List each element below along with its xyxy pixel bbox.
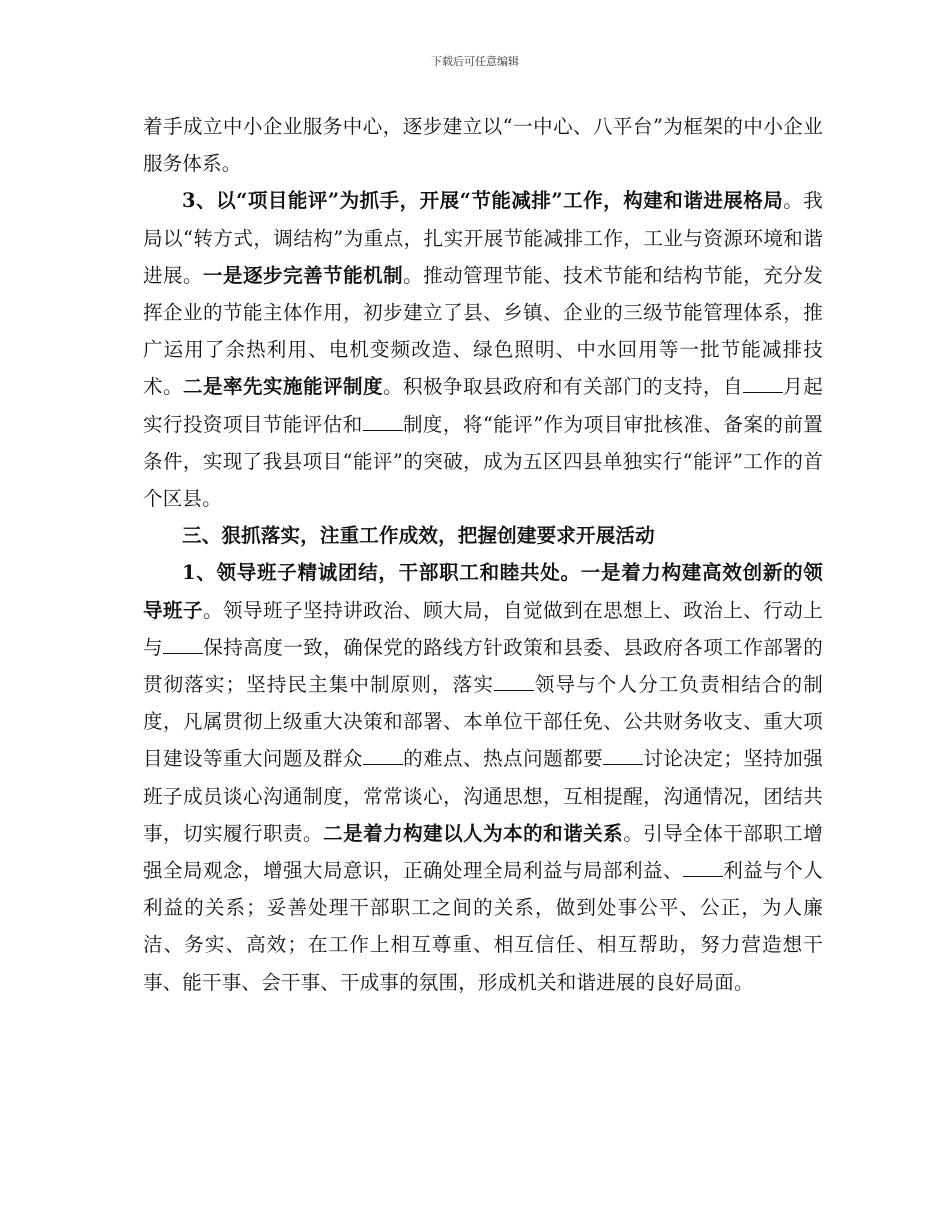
p4-text-7: 利益与个人利益的关系；妥善处理干部职工之间的关系，做到处事公平、公正，为人廉洁、务实、高效；在工作上相互尊重、相互信任、相互帮助，努力营造想干事、能干事、会干事、干成事的氛围，形成机关和谐进展的良好局面。 <box>143 859 823 994</box>
blank-underline <box>743 378 783 393</box>
p4-text-4: 的难点、热点问题都要 <box>402 747 604 771</box>
p2-subheading-2: 二是率先实施能评制度 <box>183 375 383 399</box>
p4-subheading: 二是着力构建以人为本的和谐关系 <box>323 821 624 845</box>
p4-text-6: 。引导全体干部职工增强全局观念，增强大局意识，正确处理全局利益与局部利益、 <box>143 821 823 883</box>
p4-heading: 1、领导班子精诚团结，干部职工和睦共处。一是着力构建高效创新的领导班子 <box>143 561 823 622</box>
blank-underline <box>363 416 403 431</box>
blank-underline <box>494 676 534 691</box>
blank-underline <box>163 639 203 654</box>
p2-text-1: 。我局以“转方式，调结构”为重点，扎实开展节能减排工作，工业与资源环境和谐进展。 <box>143 189 823 287</box>
p1-text: 着手成立中小企业服务中心，逐步建立以“一中心、八平台”为框架的中小企业服务体系。 <box>143 115 823 176</box>
p3-heading: 三、狠抓落实，注重工作成效，把握创建要求开展活动 <box>182 524 655 548</box>
p4-text-1: 。领导班子坚持讲政治、顾大局，自觉做到在思想上、政治上、行动上与 <box>143 598 823 659</box>
paragraph-1 <box>143 108 823 182</box>
p2-text-3: 。积极争取县政府和有关部门的支持，自 <box>383 375 743 399</box>
p4-text-3: 领导与个人分工负责相结合的制度，凡属贯彻上级重大决策和部署、本单位干部任免、公共财务收支、重大项目建设等重大问题及群众 <box>143 673 823 771</box>
p2-text-5: 制度，将“能评”作为项目审批核准、备案的前置条件，实现了我县项目“能评”的突破，成为五区四县单独实行“能评”工作的首个区县。 <box>143 412 823 511</box>
blank-underline <box>363 750 403 765</box>
p2-text-4: 月起实行投资项目节能评估和 <box>143 375 823 436</box>
document-body <box>143 108 823 1001</box>
p2-subheading-1: 一是逐步完善节能机制 <box>203 263 404 287</box>
p4-text-5: 讨论决定；坚持加强班子成员谈心沟通制度，常常谈心，沟通思想，互相提醒，沟通情况，团结共事，切实履行职责。 <box>143 747 823 845</box>
blank-underline <box>683 862 723 877</box>
p2-text-2: 。推动管理节能、技术节能和结构节能，充分发挥企业的节能主体作用，初步建立了县、乡镇、企业的三级节能管理体系，推广运用了余热利用、电机变频改造、绿色照明、中水回用等一批节能减排技术。 <box>143 263 823 399</box>
paragraph-2 <box>143 182 823 517</box>
section-heading-3 <box>143 517 823 554</box>
page-header-note: 下载后可任意编辑 <box>431 55 519 68</box>
p4-text-2: 保持高度一致，确保党的路线方针政策和县委、县政府各项工作部署的贯彻落实；坚持民主集中制原则，落实 <box>143 635 823 697</box>
p2-heading: 3、以“项目能评”为抓手，开展“节能减排”工作，构建和谐进展格局 <box>182 189 784 213</box>
paragraph-4 <box>143 554 823 1000</box>
blank-underline <box>603 750 643 765</box>
